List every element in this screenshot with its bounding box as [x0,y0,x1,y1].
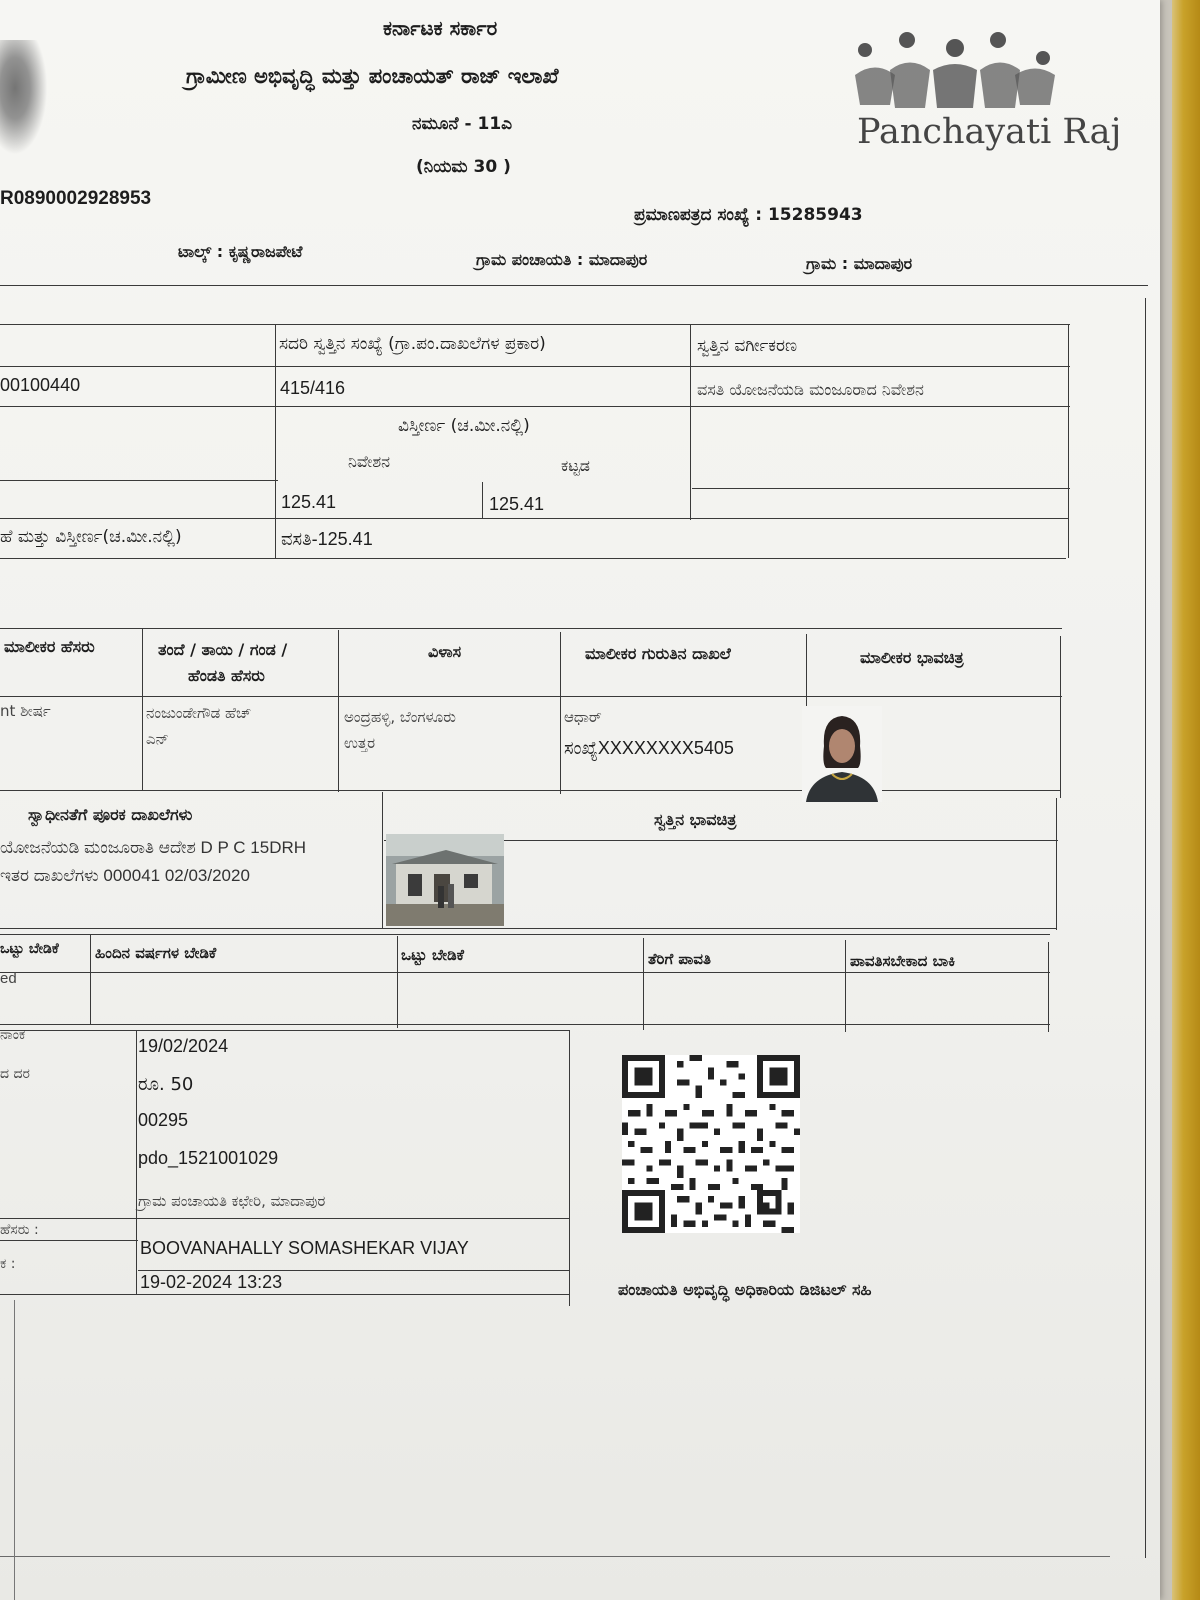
owner-address-line1: ಅಂದ್ರಹಳ್ಳಿ, ಬೆಂಗಳೂರು [344,708,456,726]
relation-name-line2: ಎನ್ [146,730,169,748]
form-number: ನಮೂನೆ - 11ಎ [412,114,513,134]
owner-photo [802,706,882,802]
issue-fee: ರೂ. 50 [138,1074,194,1095]
relation-header-line2: ಹೆಂಡತಿ ಹೆಸರು [188,666,265,685]
officer-id: pdo_1521001029 [138,1148,279,1168]
documents-header: ಸ್ವಾಧೀನತೆಗೆ ಪೂರಕ ದಾಖಲೆಗಳು [28,805,193,824]
classification-header: ಸ್ವತ್ತಿನ ವರ್ಗೀಕರಣ [697,336,797,356]
timestamp-label: ಕ : [0,1256,16,1272]
property-id: 00100440 [0,375,81,395]
digital-signature-caption: ಪಂಚಾಯತಿ ಅಭಿವೃದ್ಧಿ ಅಧಿಕಾರಿಯ ಡಿಜಿಟಲ್ ಸಹಿ [618,1280,872,1299]
area-header: ವಿಸ್ತೀರ್ಣ (ಚ.ಮೀ.ನಲ್ಲಿ) [398,416,530,436]
issue-date: 19/02/2024 [138,1036,229,1056]
usage-label: ಹೆ ಮತ್ತು ವಿಸ್ತೀರ್ಣ(ಚ.ಮೀ.ನಲ್ಲಿ) [0,527,182,547]
building-area-value: 125.41 [489,494,545,514]
relation-name-line1: ನಂಜುಂಡೇಗೌಡ ಹೆಚ್ [146,704,252,722]
folder-edge [1172,0,1200,1600]
department-title: ಗ್ರಾಮೀಣ ಅಭಿವೃದ್ಧಿ ಮತ್ತು ಪಂಚಾಯತ್ ರಾಜ್ ಇಲಾಖೆ [186,64,559,88]
issue-date-label: ನಾಂಕ [0,1027,26,1043]
tax-row-label: ed [0,970,17,987]
usage-value: ವಸತಿ-125.41 [281,529,373,549]
taluk-label: ಟಾಲ್ಕ್ : ಕೃಷ್ಣರಾಜಪೇಟೆ [178,242,303,261]
officer-name-label: ಹೆಸರು : [0,1222,39,1238]
tax-col-balance: ಪಾವತಿಸಬೇಕಾದ ಬಾಕಿ [850,952,956,970]
owner-photo-header: ಮಾಲೀಕರ ಭಾವಚಿತ್ರ [860,648,964,667]
document-line2: ಇತರ ದಾಖಲೆಗಳು 000041 02/03/2020 [0,866,250,885]
village-label: ಗ್ರಾಮ : ಮಾದಾಪುರ [806,254,913,273]
owner-id-header: ಮಾಲೀಕರ ಗುರುತಿನ ದಾಖಲೆ [585,644,731,663]
issue-timestamp: 19-02-2024 13:23 [140,1272,283,1292]
relation-header-line1: ತಂದೆ / ತಾಯಿ / ಗಂಡ / [158,640,288,659]
certificate-number: ಪ್ರಮಾಣಪತ್ರದ ಸಂಖ್ಯೆ : 15285943 [634,205,863,225]
owner-address-line2: ಉತ್ತರ [344,734,376,752]
seal-stamp [0,40,50,160]
tax-col-previous-demand: ಹಿಂದಿನ ವರ್ಷಗಳ ಬೇಡಿಕೆ [95,944,217,962]
qr-code [622,1055,800,1233]
owner-name-header: ಮಾಲೀಕರ ಹೆಸರು [4,637,95,656]
tax-col-paid: ತೆರಿಗೆ ಪಾವತಿ [648,950,711,968]
panchayati-raj-logo-icon [855,30,1055,110]
gram-panchayat-label: ಗ್ರಾಮ ಪಂಚಾಯತಿ : ಮಾದಾಪುರ [476,250,648,269]
owner-id-type: ಆಧಾರ್ [564,708,602,726]
site-area-value: 125.41 [281,492,337,512]
issuing-office: ಗ್ರಾಮ ಪಂಚಾಯತಿ ಕಛೇರಿ, ಮಾದಾಪುರ [138,1192,326,1210]
property-photo [386,834,504,926]
property-photo-header: ಸ್ವತ್ತಿನ ಭಾವಚಿತ್ರ [654,810,737,829]
owner-id-number: ಸಂಖ್ಯೆXXXXXXXX5405 [564,738,734,758]
owner-name: nt ಶೀರ್ಷ [0,702,51,720]
address-header: ವಿಳಾಸ [428,642,462,661]
site-label: ನಿವೇಶನ [348,452,391,471]
rule-number: (ನಿಯಮ 30 ) [416,157,511,177]
tax-col-demand: ಒಟ್ಟು ಬೇಡಿಕೆ [401,946,464,964]
govt-title: ಕರ್ನಾಟಕ ಸರ್ಕಾರ [383,16,498,40]
property-number-header: ಸದರಿ ಸ್ವತ್ತಿನ ಸಂಖ್ಯೆ (ಗ್ರಾ.ಪಂ.ದಾಖಲೆಗಳ ಪ್ರಕಾರ) [279,334,546,354]
officer-name: BOOVANAHALLY SOMASHEKAR VIJAY [140,1238,469,1258]
reference-number: R0890002928953 [0,188,152,209]
classification-value: ವಸತಿ ಯೋಜನೆಯಡಿ ಮಂಜೂರಾದ ನಿವೇಶನ [697,380,924,399]
logo-text: Panchayati Raj [857,112,1122,152]
receipt-number: 00295 [138,1110,189,1130]
tax-col-total-demand: ಒಟ್ಟು ಬೇಡಿಕೆ [0,941,59,957]
document-line1: ಯೋಜನೆಯಡಿ ಮಂಜೂರಾತಿ ಆದೇಶ D P C 15DRH [0,838,307,857]
building-label: ಕಟ್ಟಡ [561,456,590,475]
issue-fee-label: ದ ದರ [0,1066,30,1082]
property-number-value: 415/416 [280,378,346,398]
